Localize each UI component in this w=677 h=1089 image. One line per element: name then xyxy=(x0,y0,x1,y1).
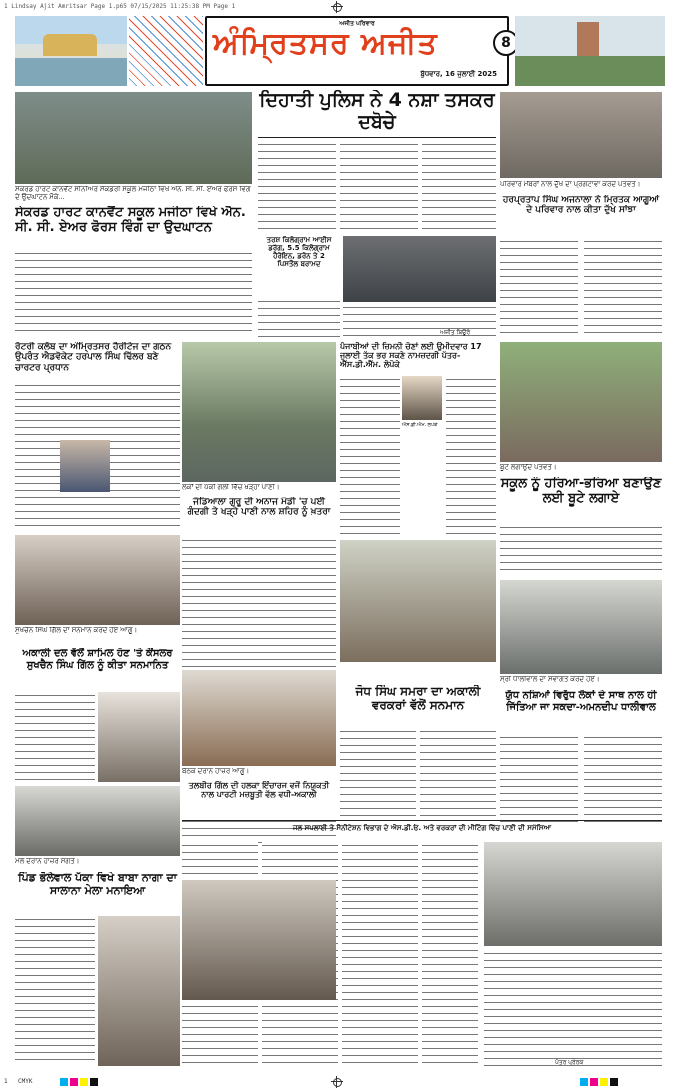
akali-side-photo xyxy=(98,692,180,782)
cyan-swatch xyxy=(60,1078,68,1086)
condolence-caption: ਪਰਿਵਾਰ ਮੈਂਬਰਾਂ ਨਾਲ ਦੁੱਖ ਦਾ ਪ੍ਰਗਟਾਵਾ ਕਰਦੇ ਪਤਵੰਤੇ। xyxy=(500,181,641,188)
samra-caption xyxy=(340,664,496,682)
issue-date: ਬੁੱਧਵਾਰ, 16 ਜੁਲਾਈ 2025 xyxy=(420,70,497,78)
mela-body xyxy=(15,916,95,1066)
water-body-col4 xyxy=(422,842,478,1066)
lead-body-col1b xyxy=(258,298,340,338)
samra-honour-photo xyxy=(340,540,496,662)
masthead-title-box xyxy=(205,16,509,86)
sdm-caption: ਐਸ.ਡੀ.ਐਮ. ਲੋਪੋਕੇ xyxy=(402,422,438,428)
footer-right: CMYK xyxy=(18,1078,33,1085)
mela-photo xyxy=(15,786,180,856)
tree-headline: ਸਕੂਲ ਨੂੰ ਹਰਿਆ-ਭਰਿਆ ਬਣਾਉਣ ਲਈ ਬੂਟੇ ਲਗਾਏ xyxy=(500,477,662,506)
lead-kicker-line: ਹੈਰੋਇਨ, ਡਰੋਨ ਤੇ 2 xyxy=(273,252,325,261)
ncc-group-photo xyxy=(15,92,252,184)
decorative-pattern xyxy=(129,16,203,86)
tree-planting-photo xyxy=(500,342,662,462)
gill-welcome-photo xyxy=(182,670,336,766)
masthead-tagline: ਅਜੀਤ ਪਰਿਵਾਰ xyxy=(339,20,375,27)
condolence-photo xyxy=(500,92,662,178)
dhaliwal-caption: ਸ੍ਰੀ ਧਾਲੀਵਾਲ ਦਾ ਸਵਾਗਤ ਕਰਦੇ ਹੋਏ। xyxy=(500,676,600,683)
dhaliwal-body-col1 xyxy=(500,734,578,822)
masthead xyxy=(15,16,665,90)
city-caption: ਲੋਕਾਂ ਦੀ ਪੱਕੀ ਗਲੀ ਵਿੱਚ ਖੜ੍ਹਾ ਪਾਣੀ। xyxy=(182,484,280,491)
sdm-portrait xyxy=(402,376,442,420)
dhaliwal-body-col2 xyxy=(584,734,662,822)
black-swatch xyxy=(90,1078,98,1086)
water-meeting-photo xyxy=(484,842,662,946)
condolence-body-col2 xyxy=(584,238,662,338)
gill-headline: ਤਲਬੀਰ ਗਿੱਲ ਦੀ ਹਲਕਾ ਇੰਚਾਰਜ ਵਜੋਂ ਨਿਯੁਕਤੀ ਨਾਲ ਪਾਰਟੀ ਮਜ਼ਬੂਤੀ ਵੱਲ ਵਧੀ-ਅਕਾਲੀ xyxy=(188,781,330,800)
dhaliwal-headline: ਯੁੱਧ ਨਸ਼ਿਆਂ ਵਿਰੁੱਧ ਲੋਕਾਂ ਦੇ ਸਾਥ ਨਾਲ ਹੀ ਜਿੱਤਿਆ ਜਾ ਸਕਦਾ-ਅਮਨਦੀਪ ਧਾਲੀਵਾਲ xyxy=(505,690,657,713)
lead-body-col3 xyxy=(422,141,496,233)
yellow-swatch xyxy=(80,1078,88,1086)
lead-body-col2b xyxy=(343,304,496,340)
lead-kicker xyxy=(258,236,340,296)
ncc-body xyxy=(15,250,252,332)
akali-body xyxy=(15,692,95,780)
golden-temple-image xyxy=(15,16,127,86)
city-headline: ਜੰਡਿਆਲਾ ਗੁਰੂ ਦੀ ਅਨਾਜ ਮੰਡੀ 'ਚ ਪਈ ਗੰਦਗੀ ਤੇ ਖੜ੍ਹੇ ਪਾਣੀ ਨਾਲ ਸ਼ਹਿਰ ਨੂੰ ਖ਼ਤਰਾ xyxy=(187,497,331,518)
punjab-body-col1 xyxy=(340,376,400,536)
memorial-tower-image xyxy=(515,16,665,86)
cyan-swatch xyxy=(580,1078,588,1086)
punjab-body-col2 xyxy=(446,376,496,536)
color-bar xyxy=(0,1076,677,1089)
tree-body xyxy=(500,524,662,574)
lead-body-col1 xyxy=(258,141,336,233)
dhaliwal-photo xyxy=(500,580,662,674)
condolence-headline: ਹਰਪ੍ਰਤਾਪ ਸਿੰਘ ਅਜਨਾਲਾ ਨੇ ਮ੍ਰਿਤਕ ਆਗੂਆਂ ਦੇ ਪਰਿਵਾਰ ਨਾਲ ਕੀਤਾ ਦੁੱਖ ਸਾਂਝਾ xyxy=(502,195,660,216)
magenta-swatch xyxy=(590,1078,598,1086)
byline: ਅਜੀਤ ਬਿਊਰੋ xyxy=(440,330,471,336)
tree-caption: ਬੂਟੇ ਲਗਾਉਂਦੇ ਪਤਵੰਤੇ। xyxy=(500,464,557,471)
masthead-title xyxy=(213,26,483,61)
samra-body-col1 xyxy=(340,728,416,818)
rotary-headline: ਰੋਟਰੀ ਕਲੱਬ ਦਾ ਅੰਮ੍ਰਿਤਸਰ ਹੈਰੀਟੇਜ ਦਾ ਗਠਨ ਉਪਰੰਤ ਐਡਵੋਕੇਟ ਹਰਪਾਲ ਸਿੰਘ ਢਿੱਲਰ ਬਣੇ ਚਾਰਟਰ ਪ੍ਰਧਾਨ xyxy=(15,342,172,373)
byline: ਪੱਤਰ ਪ੍ਰੇਰਕ xyxy=(555,1060,584,1066)
footer-left: 1 xyxy=(4,1078,8,1085)
samra-body-col2 xyxy=(420,728,496,818)
mela-caption: ਮੇਲੇ ਦੌਰਾਨ ਹਾਜ਼ਰ ਸੰਗਤ। xyxy=(15,858,80,865)
gill-caption: ਬੈਠਕ ਦੌਰਾਨ ਹਾਜ਼ਰ ਆਗੂ। xyxy=(182,768,250,775)
masthead-title-part1: ਅੰਮ੍ਰਿਤਸਰ xyxy=(213,26,350,61)
akali-group-photo xyxy=(15,535,180,625)
lead-kicker-line: ਡਰੱਗ, 5.5 ਕਿਲੋਗ੍ਰਾਮ xyxy=(268,244,330,253)
magenta-swatch xyxy=(70,1078,78,1086)
punjab-headline: ਪੰਜਾਬੀਆਂ ਦੀ ਜ਼ਿਮਨੀ ਚੋਣਾਂ ਲਈ ਉਮੀਦਵਾਰ 17 ਜੁਲਾਈ ਤੱਕ ਭਰ ਸਕਣੇ ਨਾਮਜ਼ਦਗੀ ਪੱਤਰ-ਐੱਸ.ਡੀ.ਐੱਮ. ਲੋਪੋਕੇ xyxy=(340,342,482,370)
waterlogged-street-photo xyxy=(182,342,336,482)
mela-headline: ਪਿੰਡ ਭੋਲੇਵਾਲ ਪੱਕਾ ਵਿਖੇ ਬਾਬਾ ਨਾਗਾ ਦਾ ਸਾਲਾਨਾ ਮੇਲਾ ਮਨਾਇਆ xyxy=(18,872,177,897)
masthead-title-part2: ਅਜੀਤ xyxy=(361,26,438,61)
rotary-portrait xyxy=(60,440,110,492)
black-swatch xyxy=(610,1078,618,1086)
registration-mark-icon xyxy=(331,1,343,13)
water-body-col3 xyxy=(342,842,418,1066)
akali-headline: ਅਕਾਲੀ ਦਲ ਵੱਲੋਂ ਸ਼ਾਮਿਲ ਹੋਣ 'ਤੇ ਕੌਂਸਲਰ ਸੁਖਚੈਨ ਸਿੰਘ ਗਿੱਲ ਨੂੰ ਕੀਤਾ ਸਨਮਾਨਿਤ xyxy=(22,648,173,671)
ncc-caption: ਸੇਕਰਡ ਹਾਰਟ ਕਾਨਵੈਂਟ ਸੀਨੀਅਰ ਸੈਕੰਡਰੀ ਸਕੂਲ ਮਜੀਠਾ ਵਿਖੇ ਐਨ. ਸੀ. ਸੀ. ਏਅਰ ਫੋਰਸ ਵਿੰਗ ਦੇ ਉਦਘਾਟਨ ਮੌਕੇ... xyxy=(15,186,251,202)
ncc-headline: ਸੇਕਰਡ ਹਾਰਟ ਕਾਨਵੈਂਟ ਸਕੂਲ ਮਜੀਠਾ ਵਿਖੇ ਐਨ. ਸੀ. ਸੀ. ਏਅਰ ਫੋਰਸ ਵਿੰਗ ਦਾ ਉਦਘਾਟਨ xyxy=(15,206,246,235)
lead-kicker-line: ਤਰਸ਼ ਕਿਲੋਗ੍ਰਾਮ ਆਈਸ xyxy=(266,236,332,244)
seminar-photo xyxy=(182,880,336,1000)
print-slug-text: 1 Lindsay Ajit Amritsar Page 1.p65 07/15/2025 11:25:38 PM Page 1 xyxy=(4,3,236,10)
water-supply-headline: ਜਲ ਸਪਲਾਈ ਤੇ ਸੈਨੀਟੇਸ਼ਨ ਵਿਭਾਗ ਦੇ ਐਸ.ਡੀ.ਓ. ਅਤੇ ਵਰਕਰਾਂ ਦੀ ਮੀਟਿੰਗ ਵਿੱਚ ਪਾਣੀ ਦੀ ਸਮੱਸਿਆ xyxy=(292,824,552,832)
lead-body-col2 xyxy=(340,141,418,233)
lead-headline: ਦਿਹਾਤੀ ਪੁਲਿਸ ਨੇ 4 ਨਸ਼ਾ ਤਸਕਰ ਦਬੋਚੇ xyxy=(259,90,495,133)
samra-headline: ਜੋਧ ਸਿੰਘ ਸਮਰਾ ਦਾ ਅਕਾਲੀ ਵਰਕਰਾਂ ਵੱਲੋਂ ਸਨਮਾਨ xyxy=(355,685,481,712)
rule xyxy=(182,820,662,821)
police-press-photo xyxy=(343,236,496,302)
yellow-swatch xyxy=(600,1078,608,1086)
lead-kicker-line: ਪਿਸਤੌਲ ਬਰਾਮਦ xyxy=(277,260,321,269)
rule xyxy=(258,137,496,138)
city-body xyxy=(182,537,336,667)
page-number: 8 xyxy=(493,30,519,56)
water-body-col5 xyxy=(484,950,662,1066)
condolence-body-col1 xyxy=(500,238,578,338)
akali-caption: ਸੁਖਚੈਨ ਸਿੰਘ ਗਿੱਲ ਦਾ ਸਨਮਾਨ ਕਰਦੇ ਹੋਏ ਆਗੂ। xyxy=(15,627,138,634)
mela-side-photo xyxy=(98,916,180,1066)
